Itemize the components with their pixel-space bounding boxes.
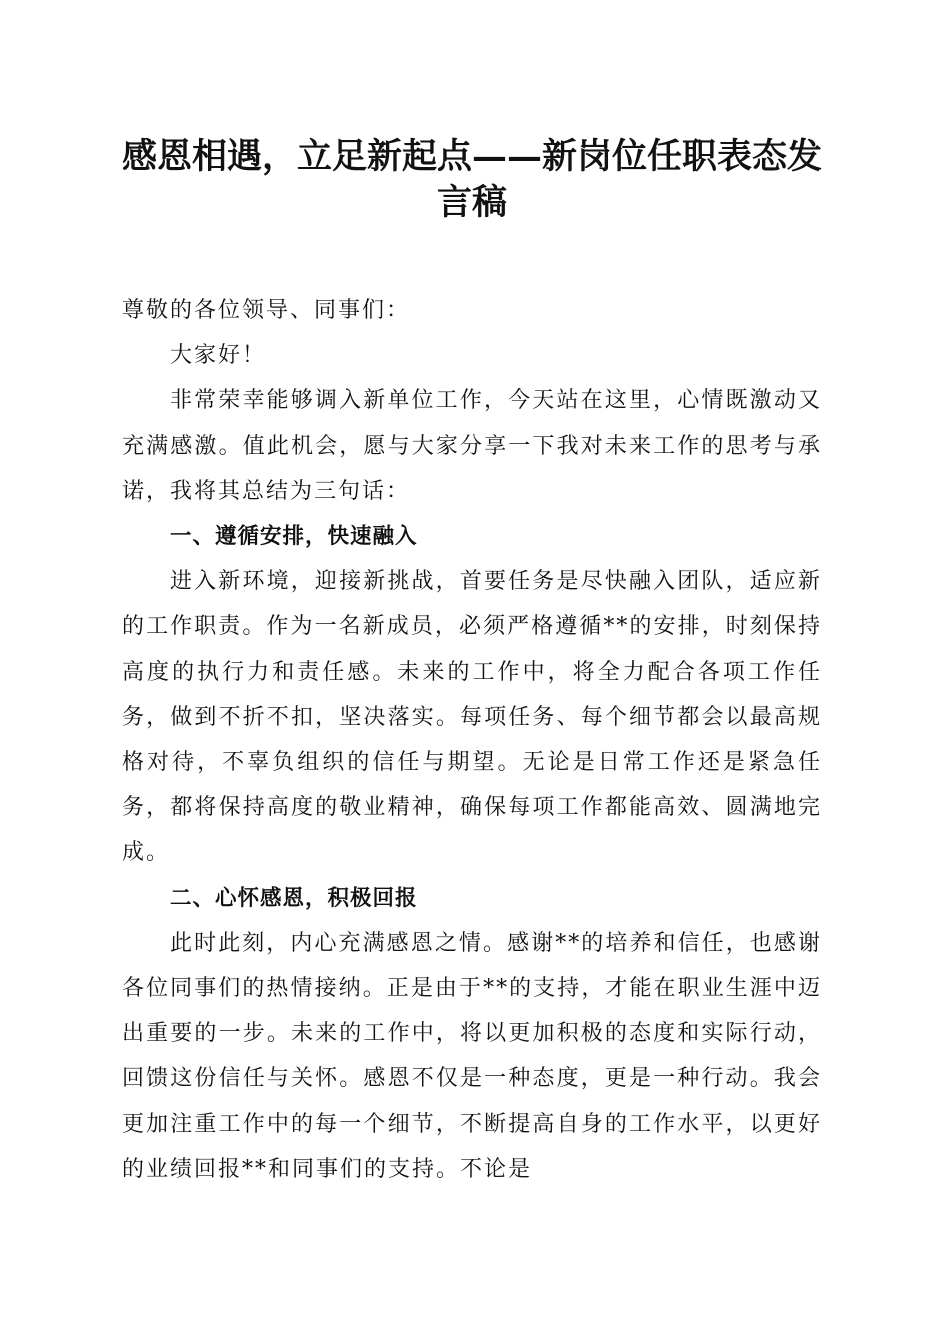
section-2-paragraph: 此时此刻，内心充满感恩之情。感谢**的培养和信任，也感谢各位同事们的热情接纳。正是由于**的支持，才能在职业生涯中迈出重要的一步。未来的工作中，将以更加积极的态度和实际行动，回馈这份信任与关怀。感恩不仅是一种态度，更是一种行动。我会更加注重工作中的每一个细节，不断提高自身的工作水平，以更好的业绩回报**和同事们的支持。不论是 bbox=[122, 930, 822, 1182]
intro-paragraph: 非常荣幸能够调入新单位工作，今天站在这里，心情既激动又充满感激。值此机会，愿与大家分享一下我对未来工作的思考与承诺，我将其总结为三句话： bbox=[122, 388, 822, 504]
section-2-heading: 二、心怀感恩，积极回报 bbox=[170, 885, 418, 911]
section-1-heading: 一、遵循安排，快速融入 bbox=[170, 524, 418, 550]
document-page bbox=[122, 134, 822, 1192]
salutation: 尊敬的各位领导、同事们： bbox=[122, 298, 411, 323]
section-1-paragraph: 进入新环境，迎接新挑战，首要任务是尽快融入团队，适应新的工作职责。作为一名新成员，必须严格遵循**的安排，时刻保持高度的执行力和责任感。未来的工作中，将全力配合各项工作任务，做到不折不扣，坚决落实。每项任务、每个细节都会以最高规格对待，不辜负组织的信任与期望。无论是日常工作还是紧急任务，都将保持高度的敬业精神，确保每项工作都能高效、圆满地完成。 bbox=[122, 569, 822, 866]
document-body bbox=[122, 288, 822, 1192]
greeting: 大家好！ bbox=[170, 343, 267, 369]
document-title: 感恩相遇，立足新起点——新岗位任职表态发言稿 bbox=[122, 136, 823, 223]
